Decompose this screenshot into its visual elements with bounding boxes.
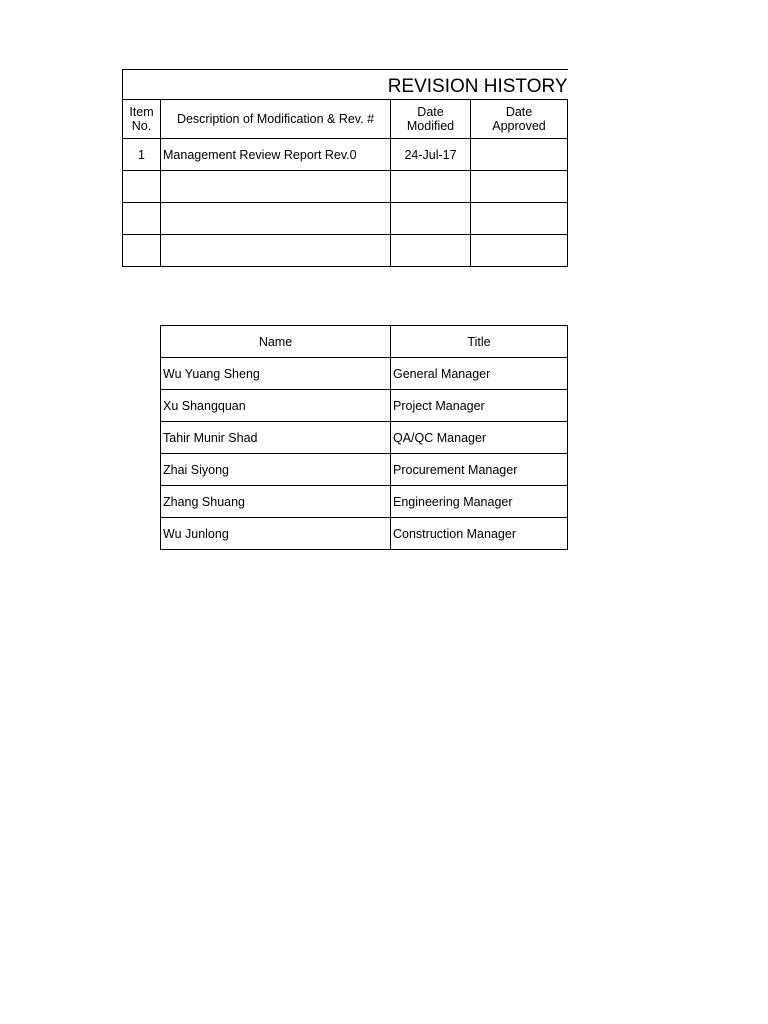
column-header-date-approved bbox=[471, 100, 568, 139]
table-row bbox=[123, 171, 568, 203]
person-name-cell: Zhai Siyong bbox=[161, 454, 391, 486]
description-cell bbox=[161, 235, 391, 267]
date-modified-cell: 24-Jul-17 bbox=[391, 139, 471, 171]
item-no-cell bbox=[123, 203, 161, 235]
revision-history-table bbox=[122, 69, 568, 267]
person-title-cell: Engineering Manager bbox=[391, 486, 568, 518]
person-title-cell: General Manager bbox=[391, 358, 568, 390]
person-name-cell: Wu Junlong bbox=[161, 518, 391, 550]
column-header-title: Title bbox=[391, 326, 568, 358]
revision-title-row bbox=[123, 70, 568, 100]
signatories-header-row bbox=[161, 326, 568, 358]
person-name-cell: Wu Yuang Sheng bbox=[161, 358, 391, 390]
person-name-cell: Tahir Munir Shad bbox=[161, 422, 391, 454]
modified-header-line2: Modified bbox=[406, 119, 455, 133]
description-cell bbox=[161, 203, 391, 235]
signatories-table bbox=[160, 325, 568, 550]
column-header-item-no bbox=[123, 100, 161, 139]
person-name-cell: Xu Shangquan bbox=[161, 390, 391, 422]
table-row bbox=[123, 139, 568, 171]
person-title-cell: Construction Manager bbox=[391, 518, 568, 550]
description-cell: Management Review Report Rev.0 bbox=[161, 139, 391, 171]
column-header-description: Description of Modification & Rev. # bbox=[161, 100, 391, 139]
date-modified-cell bbox=[391, 203, 471, 235]
approved-header-line2: Approved bbox=[492, 119, 546, 133]
person-name-cell: Zhang Shuang bbox=[161, 486, 391, 518]
table-row bbox=[161, 486, 568, 518]
table-row bbox=[161, 390, 568, 422]
table-row bbox=[161, 422, 568, 454]
date-approved-cell bbox=[471, 171, 568, 203]
approved-header-line1: Date bbox=[505, 105, 533, 119]
person-title-cell: QA/QC Manager bbox=[391, 422, 568, 454]
table-row bbox=[123, 235, 568, 267]
date-approved-cell bbox=[471, 235, 568, 267]
date-modified-cell bbox=[391, 171, 471, 203]
item-no-cell: 1 bbox=[123, 139, 161, 171]
column-header-name: Name bbox=[161, 326, 391, 358]
column-header-date-modified bbox=[391, 100, 471, 139]
item-no-cell bbox=[123, 171, 161, 203]
item-header-line1: Item bbox=[129, 105, 154, 119]
item-header-line2: No. bbox=[131, 119, 152, 133]
item-no-cell bbox=[123, 235, 161, 267]
table-row bbox=[123, 203, 568, 235]
person-title-cell: Procurement Manager bbox=[391, 454, 568, 486]
table-row bbox=[161, 518, 568, 550]
description-cell bbox=[161, 171, 391, 203]
revision-header-row bbox=[123, 100, 568, 139]
revision-history-title-cell bbox=[123, 70, 568, 100]
person-title-cell: Project Manager bbox=[391, 390, 568, 422]
table-row bbox=[161, 358, 568, 390]
modified-header-line1: Date bbox=[417, 105, 444, 119]
date-approved-cell bbox=[471, 139, 568, 171]
table-row bbox=[161, 454, 568, 486]
date-modified-cell bbox=[391, 235, 471, 267]
date-approved-cell bbox=[471, 203, 568, 235]
revision-history-title: REVISION HISTORY bbox=[387, 75, 568, 97]
